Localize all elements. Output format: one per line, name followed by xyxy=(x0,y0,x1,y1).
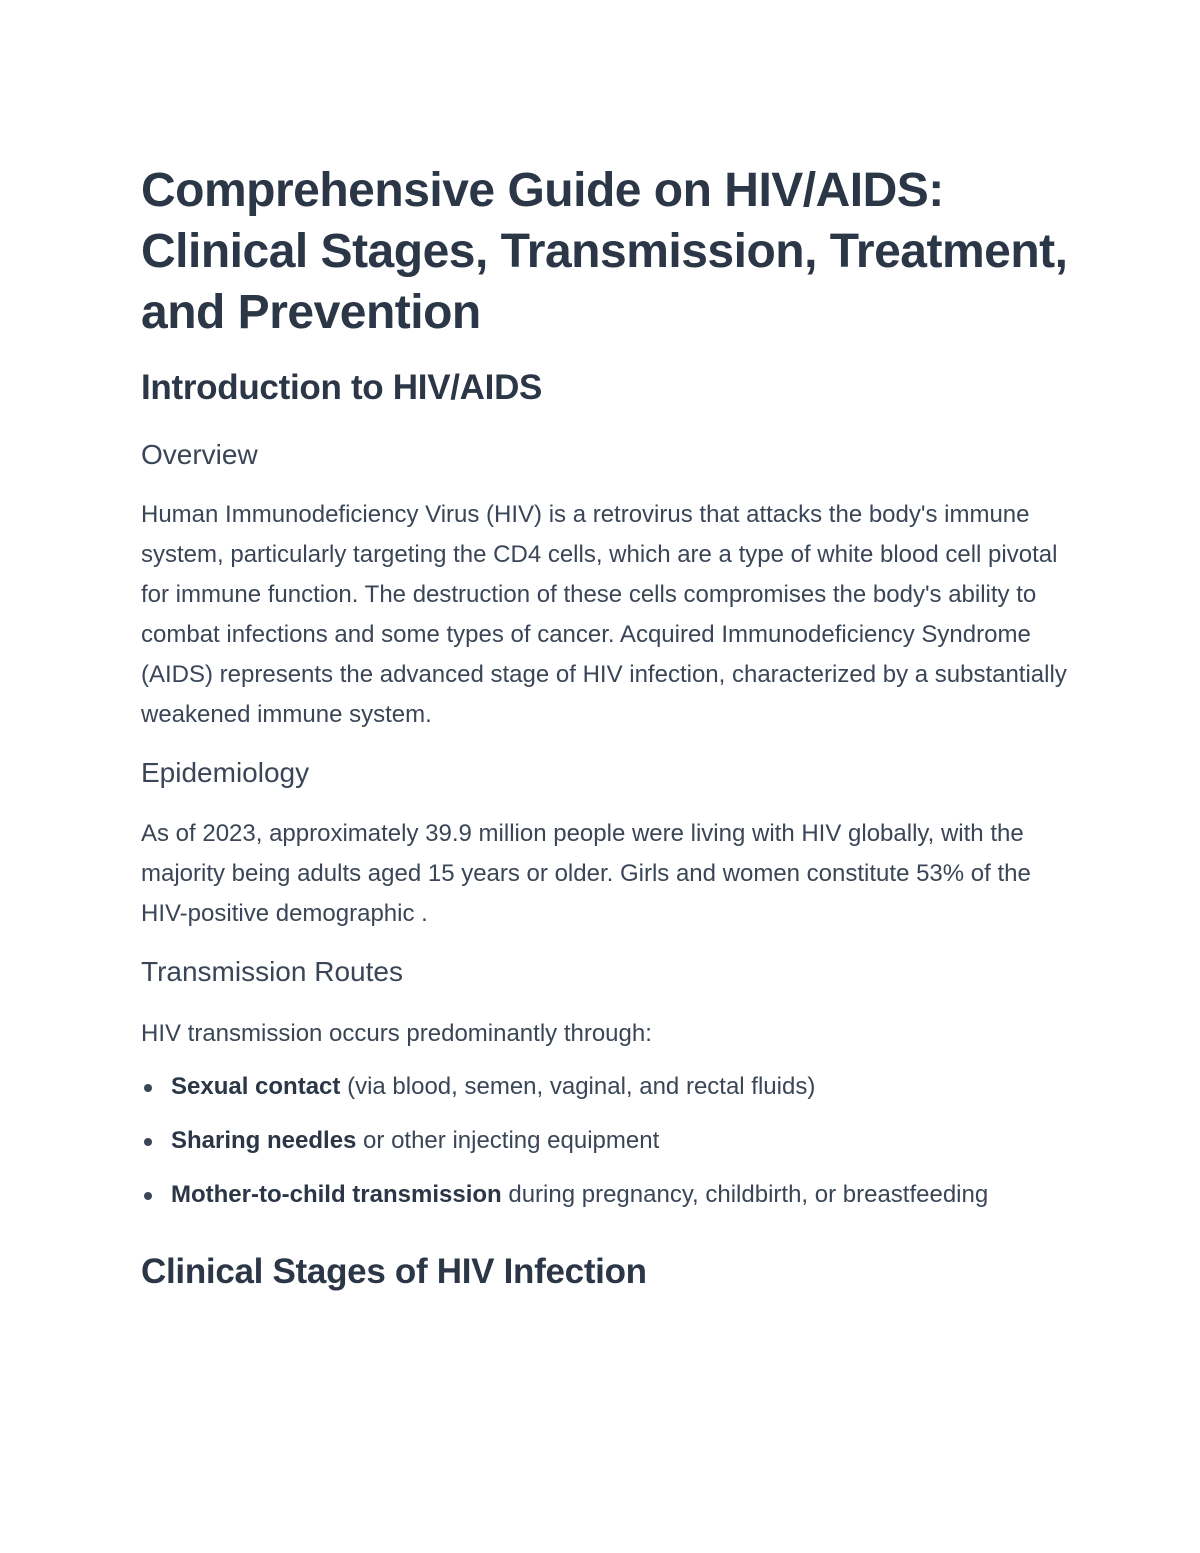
document-title: Comprehensive Guide on HIV/AIDS: Clinical Stages, Transmission, Treatment, and Prevention xyxy=(141,164,1068,339)
route-term: Sharing needles xyxy=(171,1127,357,1154)
route-term: Mother-to-child transmission xyxy=(171,1181,502,1208)
bullet-icon xyxy=(144,1192,152,1200)
section-heading-introduction: Introduction to HIV/AIDS xyxy=(141,368,543,407)
route-detail: during pregnancy, childbirth, or breastfeeding xyxy=(501,1181,989,1208)
paragraph-epidemiology: As of 2023, approximately 39.9 million people were living with HIV globally, with the majority being adults aged 15 years or older. Girls and women constitute 53% of the HIV-positive demographic . xyxy=(141,820,1031,927)
subheading-transmission-routes: Transmission Routes xyxy=(141,956,403,987)
route-detail: (via blood, semen, vaginal, and rectal fluids) xyxy=(340,1073,816,1100)
list-item xyxy=(141,1121,1071,1161)
paragraph-transmission-intro: HIV transmission occurs predominantly through: xyxy=(141,1020,652,1047)
subheading-overview: Overview xyxy=(141,439,258,470)
document-page xyxy=(141,160,1071,1294)
route-term: Sexual contact xyxy=(171,1073,341,1100)
list-item xyxy=(141,1175,1071,1215)
transmission-routes-list xyxy=(141,1067,1071,1215)
list-item xyxy=(141,1067,1071,1107)
bullet-icon xyxy=(144,1084,152,1092)
bullet-icon xyxy=(144,1138,152,1146)
section-heading-clinical-stages: Clinical Stages of HIV Infection xyxy=(141,1252,647,1291)
route-detail: or other injecting equipment xyxy=(356,1127,660,1154)
paragraph-overview: Human Immunodeficiency Virus (HIV) is a retrovirus that attacks the body's immune system, particularly targeting the CD4 cells, which are a type of white blood cell pivotal for immune function. The destruction of these cells compromises the body's ability to combat infections and some types of cancer. Acquired Immunodeficiency Syndrome (AIDS) represents the advanced stage of HIV infection, characterized by a substantially weakened immune system. xyxy=(141,501,1067,728)
subheading-epidemiology: Epidemiology xyxy=(141,757,310,788)
